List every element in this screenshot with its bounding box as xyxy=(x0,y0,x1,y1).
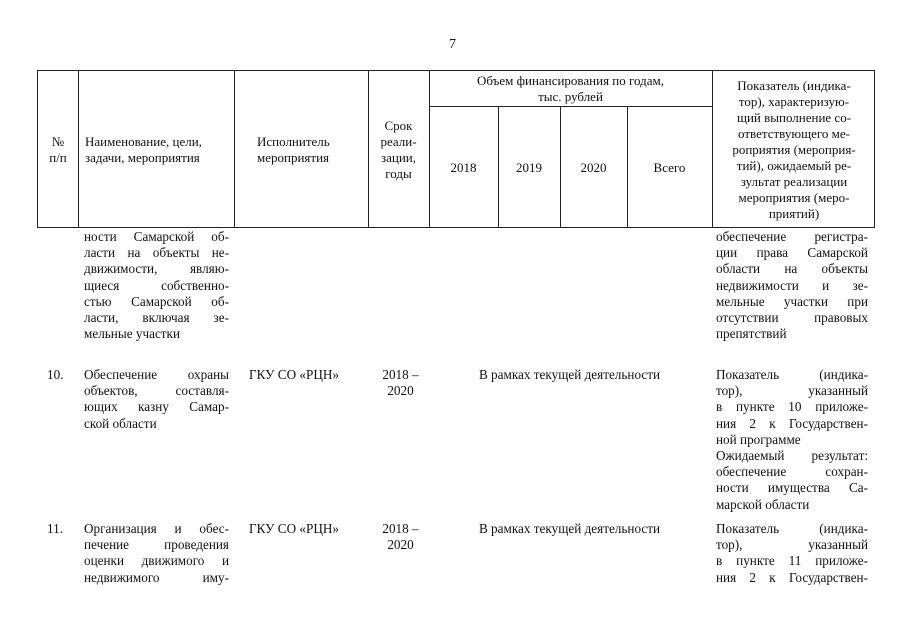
header-year-2018: 2018 xyxy=(450,159,477,175)
row-11-name: Организация и обес- печение проведения оценки движимого и недвижимого иму- xyxy=(84,521,229,585)
header-year-2020: 2020 xyxy=(580,159,607,175)
header-term: Срок реали- зации, годы xyxy=(380,118,417,181)
header-num: № п/п xyxy=(49,134,67,165)
header-name: Наименование, цели, задачи, мероприятия xyxy=(85,134,202,165)
row-10-indicator: Показатель (индика- тор), указанный в пункте 10 приложе- ния 2 к Государствен- ной программе Ожидаемый результат: обеспечение сохран- ности имущества Са- марской области xyxy=(716,367,868,512)
row-10-term: 2018 – 2020 xyxy=(382,367,419,399)
row-11-num: 11. xyxy=(47,521,63,536)
row-10-num: 10. xyxy=(47,367,64,382)
page-number: 7 xyxy=(449,37,456,52)
row-11-funding: В рамках текущей деятельности xyxy=(478,521,661,536)
row-10-executor: ГКУ СО «РЦН» xyxy=(249,367,339,382)
header-total: Всего xyxy=(653,159,686,175)
header-indicator: Показатель (индика- тор), характеризую- щий выполнение со- ответствующего ме- роприятия (мероприя- тий), ожидаемый ре- зультат реализации мероприятия (меро- приятий) xyxy=(732,78,856,221)
header-funding: Объем финансирования по годам, тыс. рублей xyxy=(476,72,665,104)
continuation-name: ности Самарской об- ласти на объекты не- движимости, являю- щиеся собственно- стью Самарской об- ласти, включая зе- мельные участки xyxy=(84,229,229,342)
row-10-name: Обеспечение охраны объектов, составля- ющих казну Самар- ской области xyxy=(84,367,229,431)
row-11-term: 2018 – 2020 xyxy=(382,521,419,553)
header-year-2019: 2019 xyxy=(516,159,542,175)
header-executor: Исполнитель мероприятия xyxy=(257,134,330,165)
row-11-indicator: Показатель (индика- тор), указанный в пункте 11 приложе- ния 2 к Государствен- xyxy=(716,521,868,585)
row-11-executor: ГКУ СО «РЦН» xyxy=(249,521,339,536)
continuation-indicator: обеспечение регистра- ции права Самарской области на объекты недвижимости и зе- мельные участки при отсутствии правовых препятствий xyxy=(716,229,868,342)
row-10-funding: В рамках текущей деятельности xyxy=(478,367,661,382)
table-header xyxy=(37,70,875,228)
